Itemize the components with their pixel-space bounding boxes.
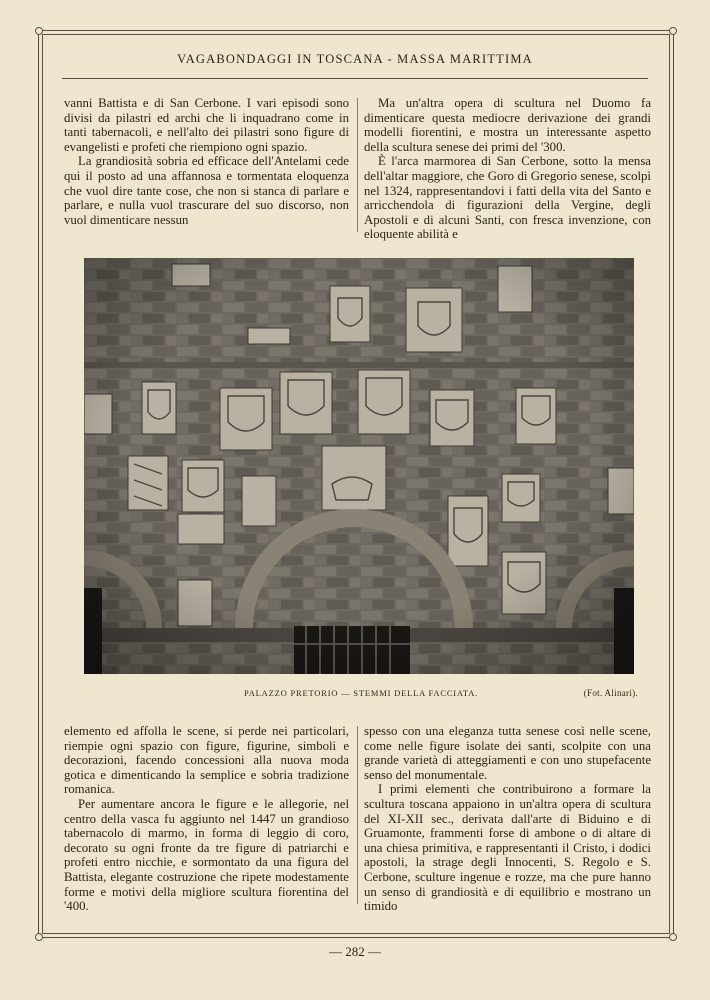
paragraph: elemento ed affolla le scene, si perde nei particolari, riempie ogni spazio con figure, figurine, simboli e decorazioni, facendo concessioni alla nuova moda gotica e dimenticando la semplice e sobria tradizione romanica. (64, 724, 349, 797)
paragraph: I primi elementi che contribuirono a formare la scultura toscana appaiono in un'altra opera di scultura del XI-XII sec., derivata dall'arte di Biduino e di Gruamonte, frammenti forse di ambone o di altare di una chiesa primitiva, e rappresentanti il Cristo, i dodici apostoli, la strage degli Innocenti, S. Regolo e S. Cerbone, sculture ingenue e rozze, ma che pure hanno un senso di grandiosità e di equilibrio e mostrano un timido (364, 782, 651, 914)
paragraph: vanni Battista e di San Cerbone. I vari episodi sono divisi da pilastri ed archi che li inquadrano come in tanti tabernacoli, e nell'alto dei pilastri sono figure di evangelisti e profeti che riempiono ogni spazio. (64, 96, 349, 154)
facade-photograph (84, 258, 634, 674)
paragraph: spesso con una eleganza tutta senese così nelle scene, come nelle figure isolate dei santi, scolpite con una grande varietà di atteggiamenti e con uno stupefacente senso del monumentale. (364, 724, 651, 782)
paragraph: La grandiosità sobria ed efficace dell'Antelami cede qui il posto ad una affannosa e tormentata eloquenza che vuol dire tante cose, che non si stanca di parlare e parlare, e nulla vuol trascurare del suo discorso, non vuol dimenticare nessun (64, 154, 349, 227)
paragraph: È l'arca marmorea di San Cerbone, sotto la mensa dell'altar maggiore, che Goro di Gregorio senese, scolpì nel 1324, rappresentandovi i fatti della vita del Santo e arricchendola di figurazioni della Vergine, degli Apostoli e di alcuni Santi, con fresca invenzione, con eloquente abilità e (364, 154, 651, 242)
bottom-left-column (64, 724, 349, 914)
photo-credit: (Fot. Alinari). (583, 688, 638, 698)
figure-caption: PALAZZO PRETORIO — STEMMI DELLA FACCIATA. (244, 688, 479, 698)
top-left-column (64, 96, 349, 227)
frame-corner-ornament (669, 27, 677, 35)
page-number: — 282 — (329, 944, 381, 959)
running-head: VAGABONDAGGI IN TOSCANA - MASSA MARITTIMA (177, 52, 533, 66)
frame-corner-ornament (35, 27, 43, 35)
header-rule (62, 78, 648, 79)
frame-corner-ornament (669, 933, 677, 941)
bottom-right-column (364, 724, 651, 914)
column-divider (357, 726, 358, 904)
column-divider (357, 98, 358, 232)
paragraph: Per aumentare ancora le figure e le allegorie, nel centro della vasca fu aggiunto nel 1447 un grandioso tabernacolo di marmo, in forma di leggio di coro, decorato su ogni fronte da tre figure di patriarchi e profeti entro nicchie, e sormontato da una figura del Battista, elegante costruzione che ripete modestamente forme e motivi della migliore scultura fiorentina del '400. (64, 796, 349, 914)
frame-corner-ornament (35, 933, 43, 941)
paragraph: Ma un'altra opera di scultura nel Duomo fa dimenticare questa mediocre derivazione dei grandi modelli fiorentini, e mostra un interessante aspetto della scultura senese dei primi del '300. (364, 96, 651, 154)
top-right-column (364, 96, 651, 242)
palazzo-pretorio-coats-of-arms-image (84, 258, 634, 674)
